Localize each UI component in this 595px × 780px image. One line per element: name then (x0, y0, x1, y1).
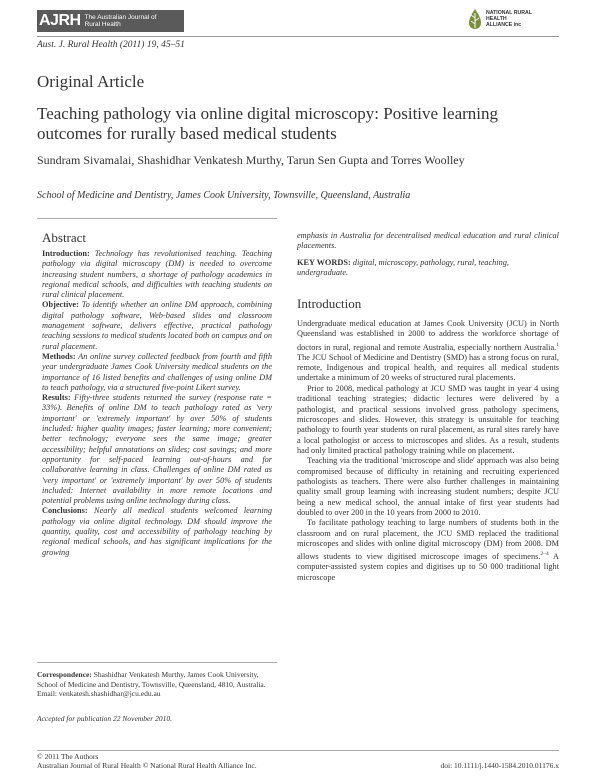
reference-superscript: 2–4 (540, 551, 549, 558)
abstract-introduction: Introduction: Technology has revolutionised teaching. Teaching pathology via digital microscopy (DM) is needed to overcome increasing student numbers, a shortage of pathology academics in regional medical schools, and difficulties with teaching students on rural clinical placement. (42, 249, 272, 300)
abstract-conclusions: Conclusions: Nearly all medical students welcomed learning pathology via online digital technology. DM should improve the quantity, quality, cost and accessibility of pathology teaching by regional medical schools, and has significant implications for the growing (42, 506, 272, 557)
header-divider (37, 36, 559, 37)
abstract-methods: Methods: An online survey collected feedback from fourth and fifth year undergraduate James Cook University medical students on the importance of 16 listed benefits and challenges of using online DM to teach pathology, via a structured five-point Likert survey. (42, 351, 272, 392)
footer-divider (37, 750, 559, 751)
journal-logo-mark: AJRH (39, 12, 81, 29)
correspondence-note: Correspondence: Shashidhar Venkatesh Murthy, James Cook University, School of Medicine and Dentistry, Townsville, Queensland, 4810, Australia. Email: venkatesh.shashidhar@jcu.edu.au (37, 670, 266, 698)
abstract-objective: Objective: To identify whether an online DM approach, combining digital pathology software, Web-based slides and classroom management software, delivers effective, practical pathology teaching sessions to medical students located both on campus and on rural placement. (42, 300, 272, 351)
abstract-heading: Abstract (42, 230, 87, 245)
author-affiliation: School of Medicine and Dentistry, James Cook University, Townsville, Queensland, Australia (37, 190, 411, 201)
introduction-paragraph-1: Undergraduate medical education at James Cook University (JCU) in North Queensland was established in 2000 to address the workforce shortage of doctors in rural, regional and remote Australia, especially northern Australia.$^1$ The JCU School of Medicine and Dentistry (SMD) has a strong focus on rural, remote, Indigenous and tropical health, and requires all medical students undertake a minimum of 20 weeks of structured rural placements. (297, 319, 559, 383)
introduction-paragraph-3: Teaching via the traditional 'microscope and slide' approach was also being compromised because of difficulty in retaining and recruiting experienced pathologists as teachers. There were also further challenges in maintaining quality small group learning with increasing student numbers; despite JCU being a new medical school, the annual intake of first year students had doubled to over 200 in the 10 years from 2000 to 2010. (297, 456, 559, 517)
section-label: Original Article (37, 72, 145, 91)
footer-doi: doi: 10.1111/j.1440-1584.2010.01176.x (440, 761, 559, 770)
journal-logo (37, 10, 184, 32)
keywords: KEY WORDS: digital, microscopy, pathology, rural, teaching, undergraduate. (297, 258, 509, 278)
abstract-continuation: emphasis in Australia for decentralised medical education and rural clinical placements. (297, 231, 559, 251)
partner-logo-text: NATIONAL RURAL HEALTH ALLIANCE inc (486, 9, 532, 28)
partner-logo (466, 5, 562, 32)
introduction-paragraph-4: To facilitate pathology teaching to large numbers of students both in the classroom and on rural placement, the JCU SMD replaced the traditional microscopes and slides with online digital microscopy (DM) from 2008. DM allows students to view digitised microscope images of specimens.$^{2-4}$ A computer-assisted system copies and digitises up to 50 000 traditional light microscope (297, 518, 560, 582)
article-title: Teaching pathology via online digital microscopy: Positive learning outcomes for rurally based medical students (37, 104, 499, 143)
accepted-date: Accepted for publication 22 November 2010. (37, 714, 172, 723)
introduction-body (297, 319, 559, 583)
journal-logo-name: The Australian Journal of Rural Health (84, 13, 157, 28)
introduction-paragraph-2: Prior to 2008, medical pathology at JCU SMD was taught in year 4 using traditional teaching strategies; didactic lectures were delivered by a pathologist, and practical sessions involved gross pathology specimens, microscopes and slides. However, this strategy is unsuitable for teaching pathology to fourth year students on rural placement, as rural sites rarely have a local pathologist or access to microscopes and slides. As a result, students had only limited practical pathology training while on placement. (297, 383, 559, 455)
abstract-body (42, 249, 272, 558)
introduction-heading: Introduction (297, 296, 362, 311)
journal-citation: Aust. J. Rural Health (2011) 19, 45–51 (37, 40, 185, 50)
author-list: Sundram Sivamalai, Shashidhar Venkatesh Murthy, Tarun Sen Gupta and Torres Woolley (37, 153, 465, 167)
reference-superscript: 1 (556, 341, 559, 348)
footer-copyright: © 2011 The Authors Australian Journal of Rural Health © National Rural Health Alliance Inc. (37, 752, 257, 770)
alliance-emblem-icon (466, 7, 484, 31)
abstract-bottom-rule (37, 662, 277, 663)
abstract-results: Results: Fifty-three students returned the survey (response rate = 33%). Benefits of online DM to teach pathology rated as 'very important' or 'extremely important' by over 50% of students included: higher quality images; faster learning; more convenient; better technology; everyone sees the same image; greater accessibility; helpful annotations on slides; cost savings; and more opportunity for self-paced learning out-of-hours and for collaborative learning in class. Challenges of online DM rated as 'very important' or 'extremely important' by over 50% of students included: Internet availability in more remote locations and potential problems using online technology during class. (42, 393, 272, 506)
abstract-top-rule (37, 218, 277, 219)
